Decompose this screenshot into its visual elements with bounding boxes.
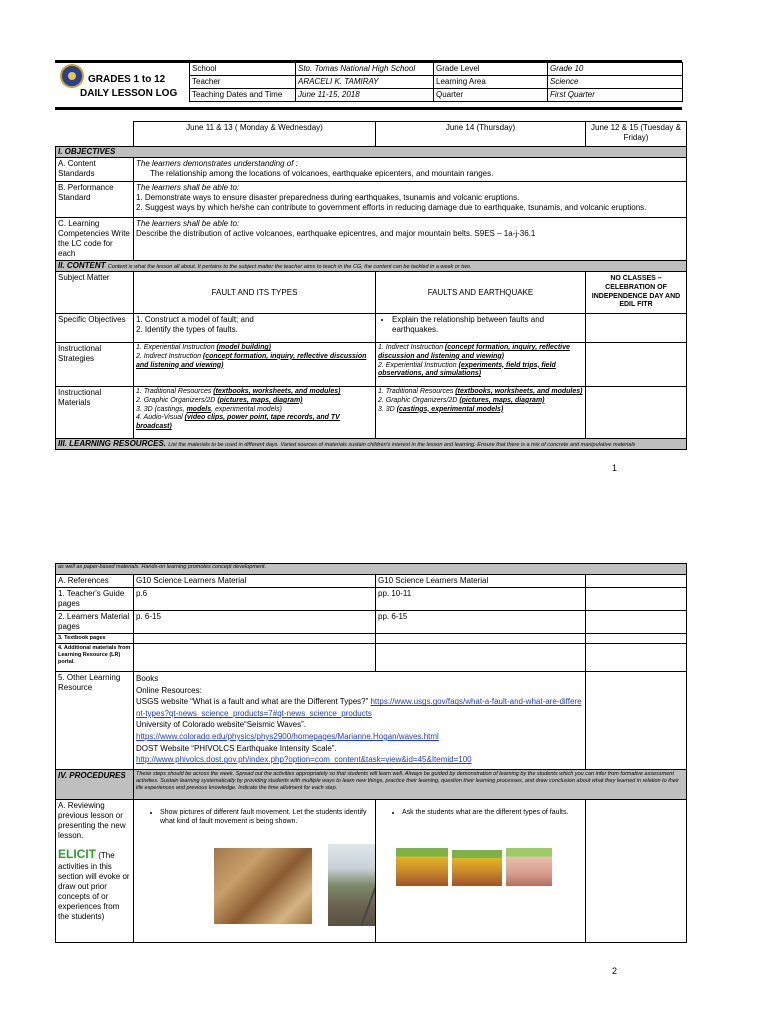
value-learning-area: Science	[548, 76, 683, 89]
mat1-item3: 3. 3D (castings,	[136, 405, 187, 413]
mat1-item1: 1. Traditional Resources	[136, 388, 214, 395]
value-teaching-dates: June 11-15, 2018	[296, 89, 434, 102]
page-number-1: 1	[612, 463, 618, 473]
performance-standard-label: B. Performance Standard	[56, 182, 134, 218]
value-grade-level: Grade 10	[548, 63, 683, 76]
strat1-item2: 2. Indirect Instruction	[136, 352, 203, 360]
colorado-link[interactable]: https://www.colorado.edu/physics/phys2900/homepages/Marianne.Hogan/waves.html	[136, 731, 439, 741]
mat2-item3-detail: (castings, experimental models)	[396, 405, 504, 413]
materials-1	[134, 387, 376, 439]
page-number-2: 2	[612, 966, 618, 976]
content-standards-label: A. Content Standards	[56, 158, 134, 182]
specific-objectives-2	[376, 314, 586, 343]
competencies-label: C. Learning Competencies Write the LC code for each	[56, 218, 134, 261]
elicit-label: ELICIT	[58, 847, 96, 861]
reviewing-cell	[56, 800, 134, 943]
subject-matter-1: FAULT AND ITS TYPES	[134, 272, 376, 314]
additional-materials-label: 4. Additional materials from Learning Resource (LR) portal.	[56, 644, 134, 672]
mat1-item2: 2. Graphic Organizers/2D	[136, 396, 218, 404]
header-title-2: DAILY LESSON LOG	[80, 88, 178, 99]
materials-3	[586, 387, 687, 439]
references-label: A. References	[56, 575, 134, 588]
learners-material-3	[586, 611, 687, 634]
mat2-item1-detail: (textbooks, worksheets, and modules)	[455, 388, 583, 395]
col-header-3: June 12 & 15 (Tuesday & Friday)	[586, 122, 687, 147]
instructional-strategies-label: Instructional Strategies	[56, 343, 134, 387]
teachers-guide-1: p.6	[134, 588, 376, 611]
learners-material-label: 2. Learners Material pages	[56, 611, 134, 634]
content-heading-row	[56, 261, 687, 272]
mat1-item3-end: , experimental models)	[211, 405, 282, 413]
usgs-text: USGS website “What is a fault and what are the Different Types?”	[136, 697, 371, 707]
reviewing-col1	[134, 800, 376, 943]
mat2-item2-detail: (pictures, maps, diagram)	[459, 396, 545, 404]
mat1-item1-detail: (textbooks, worksheets, and modules)	[213, 388, 341, 395]
colorado-text: University of Colorado website“Seismic Waves”.	[136, 720, 306, 730]
reviewing-label: A. Reviewing previous lesson or presenting the new lesson.	[58, 801, 126, 840]
teachers-guide-label: 1. Teacher's Guide pages	[56, 588, 134, 611]
strategies-3	[586, 343, 687, 387]
additional-1	[134, 644, 376, 672]
lesson-table-page2	[55, 563, 687, 943]
fault-diagram-normal	[396, 848, 448, 886]
label-quarter: Quarter	[434, 89, 548, 102]
specific-objective-2: • Explain the relationship between faults and earthquakes.	[392, 315, 583, 335]
mat1-item4: 4. Audio-Visual	[136, 414, 185, 422]
header-info-table	[189, 62, 683, 102]
label-learning-area: Learning Area	[434, 76, 548, 89]
performance-item-2: 2. Suggest ways by which he/she can contribute to government efforts in reducing damage due to earthquake, tsunamis, and volcanic eruptions.	[136, 203, 647, 212]
reviewing-col2	[376, 800, 586, 943]
resources-heading-note-cont: as well as paper-based materials. Hands-on learning promotes concept development.	[56, 564, 687, 575]
other-resources-label: 5. Other Learning Resource	[56, 672, 134, 770]
col-header-2: June 14 (Thursday)	[376, 122, 586, 147]
references-3	[586, 575, 687, 588]
competencies-cell	[134, 218, 687, 261]
procedures-heading-note: These steps should be across the week. Spread out the activities appropriately so that students will learn well. Always be guided by demonstration of learning by the students which you can infer from formative assessment activities. Sustain learning systematically by providing students with multiple ways to learn new things, practice their learning, question their learning processes, and draw conclusion about what they learned in relation to their life experiences and previous knowledge. Indicate the time allotment for each step.	[134, 770, 687, 800]
lesson-table-page1	[55, 121, 687, 450]
specific-objective-1a: 1. Construct a model of fault; and	[136, 315, 254, 324]
other-resources-cell	[134, 672, 586, 770]
reviewing-col2-text: • Ask the students what are the different types of faults.	[402, 809, 583, 818]
mat1-item4-detail: (video clips, power point, tape records, and TV broadcast)	[136, 414, 340, 430]
strategies-2	[376, 343, 586, 387]
instructional-materials-label: Instructional Materials	[56, 387, 134, 439]
reviewing-col1-text: • Show pictures of different fault movement. Let the students identify what kind of fault movement is being shown.	[160, 809, 373, 827]
fault-photo-canyon	[214, 848, 312, 924]
label-school: School	[190, 63, 296, 76]
resources-heading: III. LEARNING RESOURCES.	[58, 439, 167, 448]
usgs-link[interactable]: https://www.usgs.gov/faqs/what-a-fault-and-what-are-different-types?qt-news_science_products=7#qt-news_science_products	[136, 697, 582, 718]
dost-link[interactable]: http://www.phivolcs.dost.gov.ph/index.php?option=com_content&task=view&id=45&Itemid=100	[136, 755, 472, 765]
strat1-item1: 1. Experiential Instruction	[136, 344, 217, 351]
textbook-2	[376, 634, 586, 644]
strat2-item1: 1. Indirect Instruction	[378, 344, 445, 351]
objectives-heading: I. OBJECTIVES	[56, 147, 687, 158]
learners-material-2: pp. 6-15	[376, 611, 586, 634]
fault-diagram-reverse	[452, 850, 502, 886]
materials-2	[376, 387, 586, 439]
content-standards-intro: The learners demonstrates understanding of :	[136, 159, 298, 168]
dost-text: DOST Website “PHIVOLCS Earthquake Intensity Scale”.	[136, 743, 337, 753]
references-2: G10 Science Learners Material	[376, 575, 586, 588]
additional-2	[376, 644, 586, 672]
additional-3	[586, 644, 687, 672]
specific-objectives-3	[586, 314, 687, 343]
content-standards-cell	[134, 158, 687, 182]
strat2-item2: 2. Experiential Instruction	[378, 361, 459, 369]
mat2-item1: 1. Traditional Resources	[378, 388, 456, 395]
performance-item-1: 1. Demonstrate ways to ensure disaster preparedness during earthquakes, tsunamis and volcanic eruptions.	[136, 193, 520, 202]
subject-matter-3: NO CLASSES – CELEBRATION OF INDEPENDENCE DAY AND EDIL FITR	[586, 272, 687, 314]
mat2-item3: 3. 3D	[378, 405, 397, 413]
col-header-1: June 11 & 13 ( Monday & Wednesday)	[134, 122, 376, 147]
performance-intro: The learners shall be able to:	[136, 183, 240, 192]
performance-standard-cell	[134, 182, 687, 218]
strat2-item2-detail: (experiments, field trips, field observations, and simulations)	[378, 361, 556, 378]
fault-diagram-strike-slip	[506, 848, 552, 886]
textbook-3	[586, 634, 687, 644]
value-quarter: First Quarter	[548, 89, 683, 102]
specific-objectives-1	[134, 314, 376, 343]
specific-objectives-label: Specific Objectives	[56, 314, 134, 343]
other-online: Online Resources:	[136, 685, 202, 695]
strat2-item1-detail: (concept formation, inquiry, reflective discussion and listening and viewing)	[378, 344, 570, 360]
label-teaching-dates: Teaching Dates and Time	[190, 89, 296, 102]
competencies-text: Describe the distribution of active volcanoes, earthquake epicentres, and major mountain belts. S9ES – 1a-j-36.1	[136, 229, 536, 238]
elicit-note: (The activities in this section will evoke or draw out prior concepts of or experiences from the students)	[58, 851, 130, 921]
value-teacher: ARACELI K. TAMIRAY	[296, 76, 434, 89]
other-books: Books	[136, 674, 159, 683]
specific-objective-1b: 2. Identify the types of faults.	[136, 325, 238, 334]
subject-matter-2: FAULTS AND EARTHQUAKE	[376, 272, 586, 314]
content-standards-text: The relationship among the locations of volcanoes, earthquake epicenters, and mountain ranges.	[150, 169, 494, 178]
strat1-item1-detail: (model building)	[216, 344, 271, 351]
blank-corner	[56, 122, 134, 147]
mat2-item2: 2. Graphic Organizers/2D	[378, 396, 460, 404]
mat1-item2-detail: (pictures, maps, diagram)	[217, 396, 303, 404]
textbook-pages-label: 3. Textbook pages	[56, 634, 134, 644]
label-grade-level: Grade Level	[434, 63, 548, 76]
label-teacher: Teacher	[190, 76, 296, 89]
strat1-item2-detail: (concept formation, inquiry, reflective discussion and listening and viewing)	[136, 352, 367, 369]
content-heading-note: Content is what the lesson all about. It pertains to the subject matter the teacher aims to teach in the CG, the content can be tackled in a week or two.	[107, 264, 472, 270]
teachers-guide-2: pp. 10-11	[376, 588, 586, 611]
resources-heading-note: List the materials to be used in different days. Varied sources of materials sustain children's interest in the lesson and learning. Ensure that there is a mix of concrete and manipulative materials	[168, 442, 636, 448]
learners-material-1: p. 6-15	[134, 611, 376, 634]
strategies-1	[134, 343, 376, 387]
teachers-guide-3	[586, 588, 687, 611]
value-school: Sto. Tomas National High School	[296, 63, 434, 76]
references-1: G10 Science Learners Material	[134, 575, 376, 588]
reviewing-col3	[586, 800, 687, 943]
subject-matter-label: Subject Matter	[56, 272, 134, 314]
mat1-item3-detail: models	[186, 405, 212, 413]
header-title-1: GRADES 1 to 12	[88, 74, 166, 85]
textbook-1	[134, 634, 376, 644]
fault-photo-railway	[328, 844, 376, 926]
content-heading: II. CONTENT	[58, 261, 106, 270]
competencies-intro: The learners shall be able to:	[136, 219, 240, 228]
procedures-heading: IV. PROCEDURES	[56, 770, 134, 800]
other-resources-3	[586, 672, 687, 770]
deped-seal	[60, 64, 84, 88]
resources-heading-row	[56, 439, 687, 450]
